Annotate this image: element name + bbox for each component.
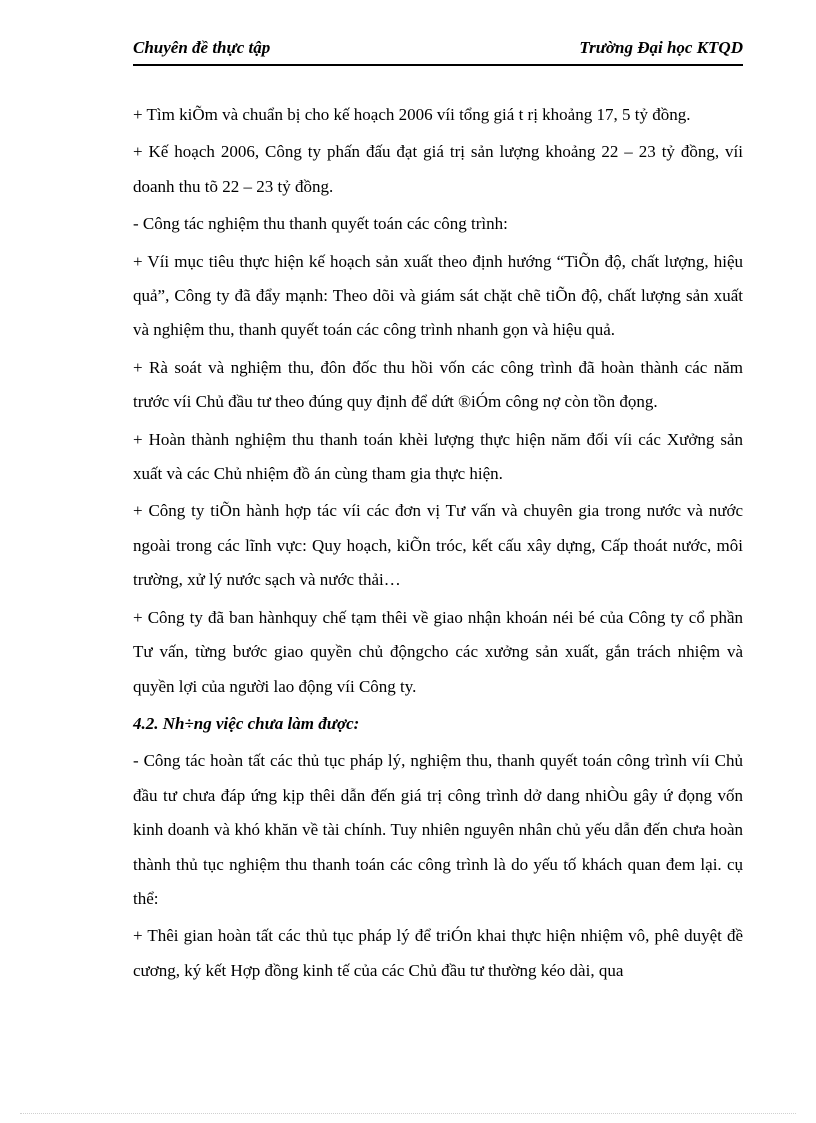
page-header [133,36,743,66]
paragraph: - Công tác hoàn tất các thủ tục pháp lý, nghiệm thu, thanh quyết toán công trình víi Chủ đầu tư chưa đáp ứng kịp thêi dẫn đến giá trị công trình dở dang nhiÒu gây ứ đọng vốn kinh doanh và khó khăn về tài chính. Tuy nhiên nguyên nhân chủ yếu dẫn đến chưa hoàn thành thủ tục nghiệm thu thanh toán các công trình là do yếu tố khách quan đem lại. cụ thể: [133,751,743,908]
paragraph: + Công ty tiÕn hành hợp tác víi các đơn vị Tư vấn và chuyên gia trong nước và nước ngoài trong các lĩnh vực: Quy hoạch, kiÕn tróc, kết cấu xây dựng, Cấp thoát nước, môi trường, xử lý nước sạch và nước thải… [133,501,743,590]
paragraph: + Tìm kiÕm và chuẩn bị cho kế hoạch 2006 víi tổng giá t rị khoảng 17, 5 tỷ đồng. [133,105,691,124]
paragraph: - Công tác nghiệm thu thanh quyết toán các công trình: [133,214,508,234]
paragraph: + Rà soát và nghiệm thu, đôn đốc thu hồi vốn các công trình đã hoàn thành các năm trước víi Chủ đầu tư theo đúng quy định để dứt ®iÓm công nợ còn tồn đọng. [133,357,743,412]
paragraph: + Kế hoạch 2006, Công ty phấn đấu đạt giá trị sản lượng khoảng 22 – 23 tỷ đồng, víi doanh thu tõ 22 – 23 tỷ đồng. [133,142,743,196]
paragraph: + Công ty đã ban hànhquy chế tạm thêi về giao nhận khoán néi bé của Công ty cổ phần Tư vấn, từng bước giao quyền chủ độngcho các xưởng sản xuất, gắn trách nhiệm và quyền lợi của người lao động víi Công ty. [133,607,743,696]
paragraph: + Thêi gian hoàn tất các thủ tục pháp lý để triÓn khai thực hiện nhiệm vô, phê duyệt đề cương, ký kết Hợp đồng kinh tế của các Chủ đầu tư thường kéo dài, qua [133,926,743,980]
header-title-right: Trường Đại học KTQD [579,38,743,57]
paragraph: + Víi mục tiêu thực hiện kế hoạch sản xuất theo định hướng “TiÕn độ, chất lượng, hiệu quả”, Công ty đã đẩy mạnh: Theo dõi và giám sát chặt chẽ tiÕn độ, chất lượng sản xuất và nghiệm thu, thanh quyết toán các công trình nhanh gọn và hiệu quả. [133,251,743,340]
document-body [133,98,743,991]
header-title-left: Chuyên đề thực tập [133,38,271,57]
paragraph: + Hoàn thành nghiệm thu thanh toán khèi lượng thực hiện năm đối víi các Xưởng sản xuất và các Chủ nhiệm đồ án cùng tham gia thực hiện. [133,429,743,484]
section-heading: 4.2. Nh÷ng việc chưa làm được: [133,713,360,733]
footer-divider [20,1113,796,1114]
